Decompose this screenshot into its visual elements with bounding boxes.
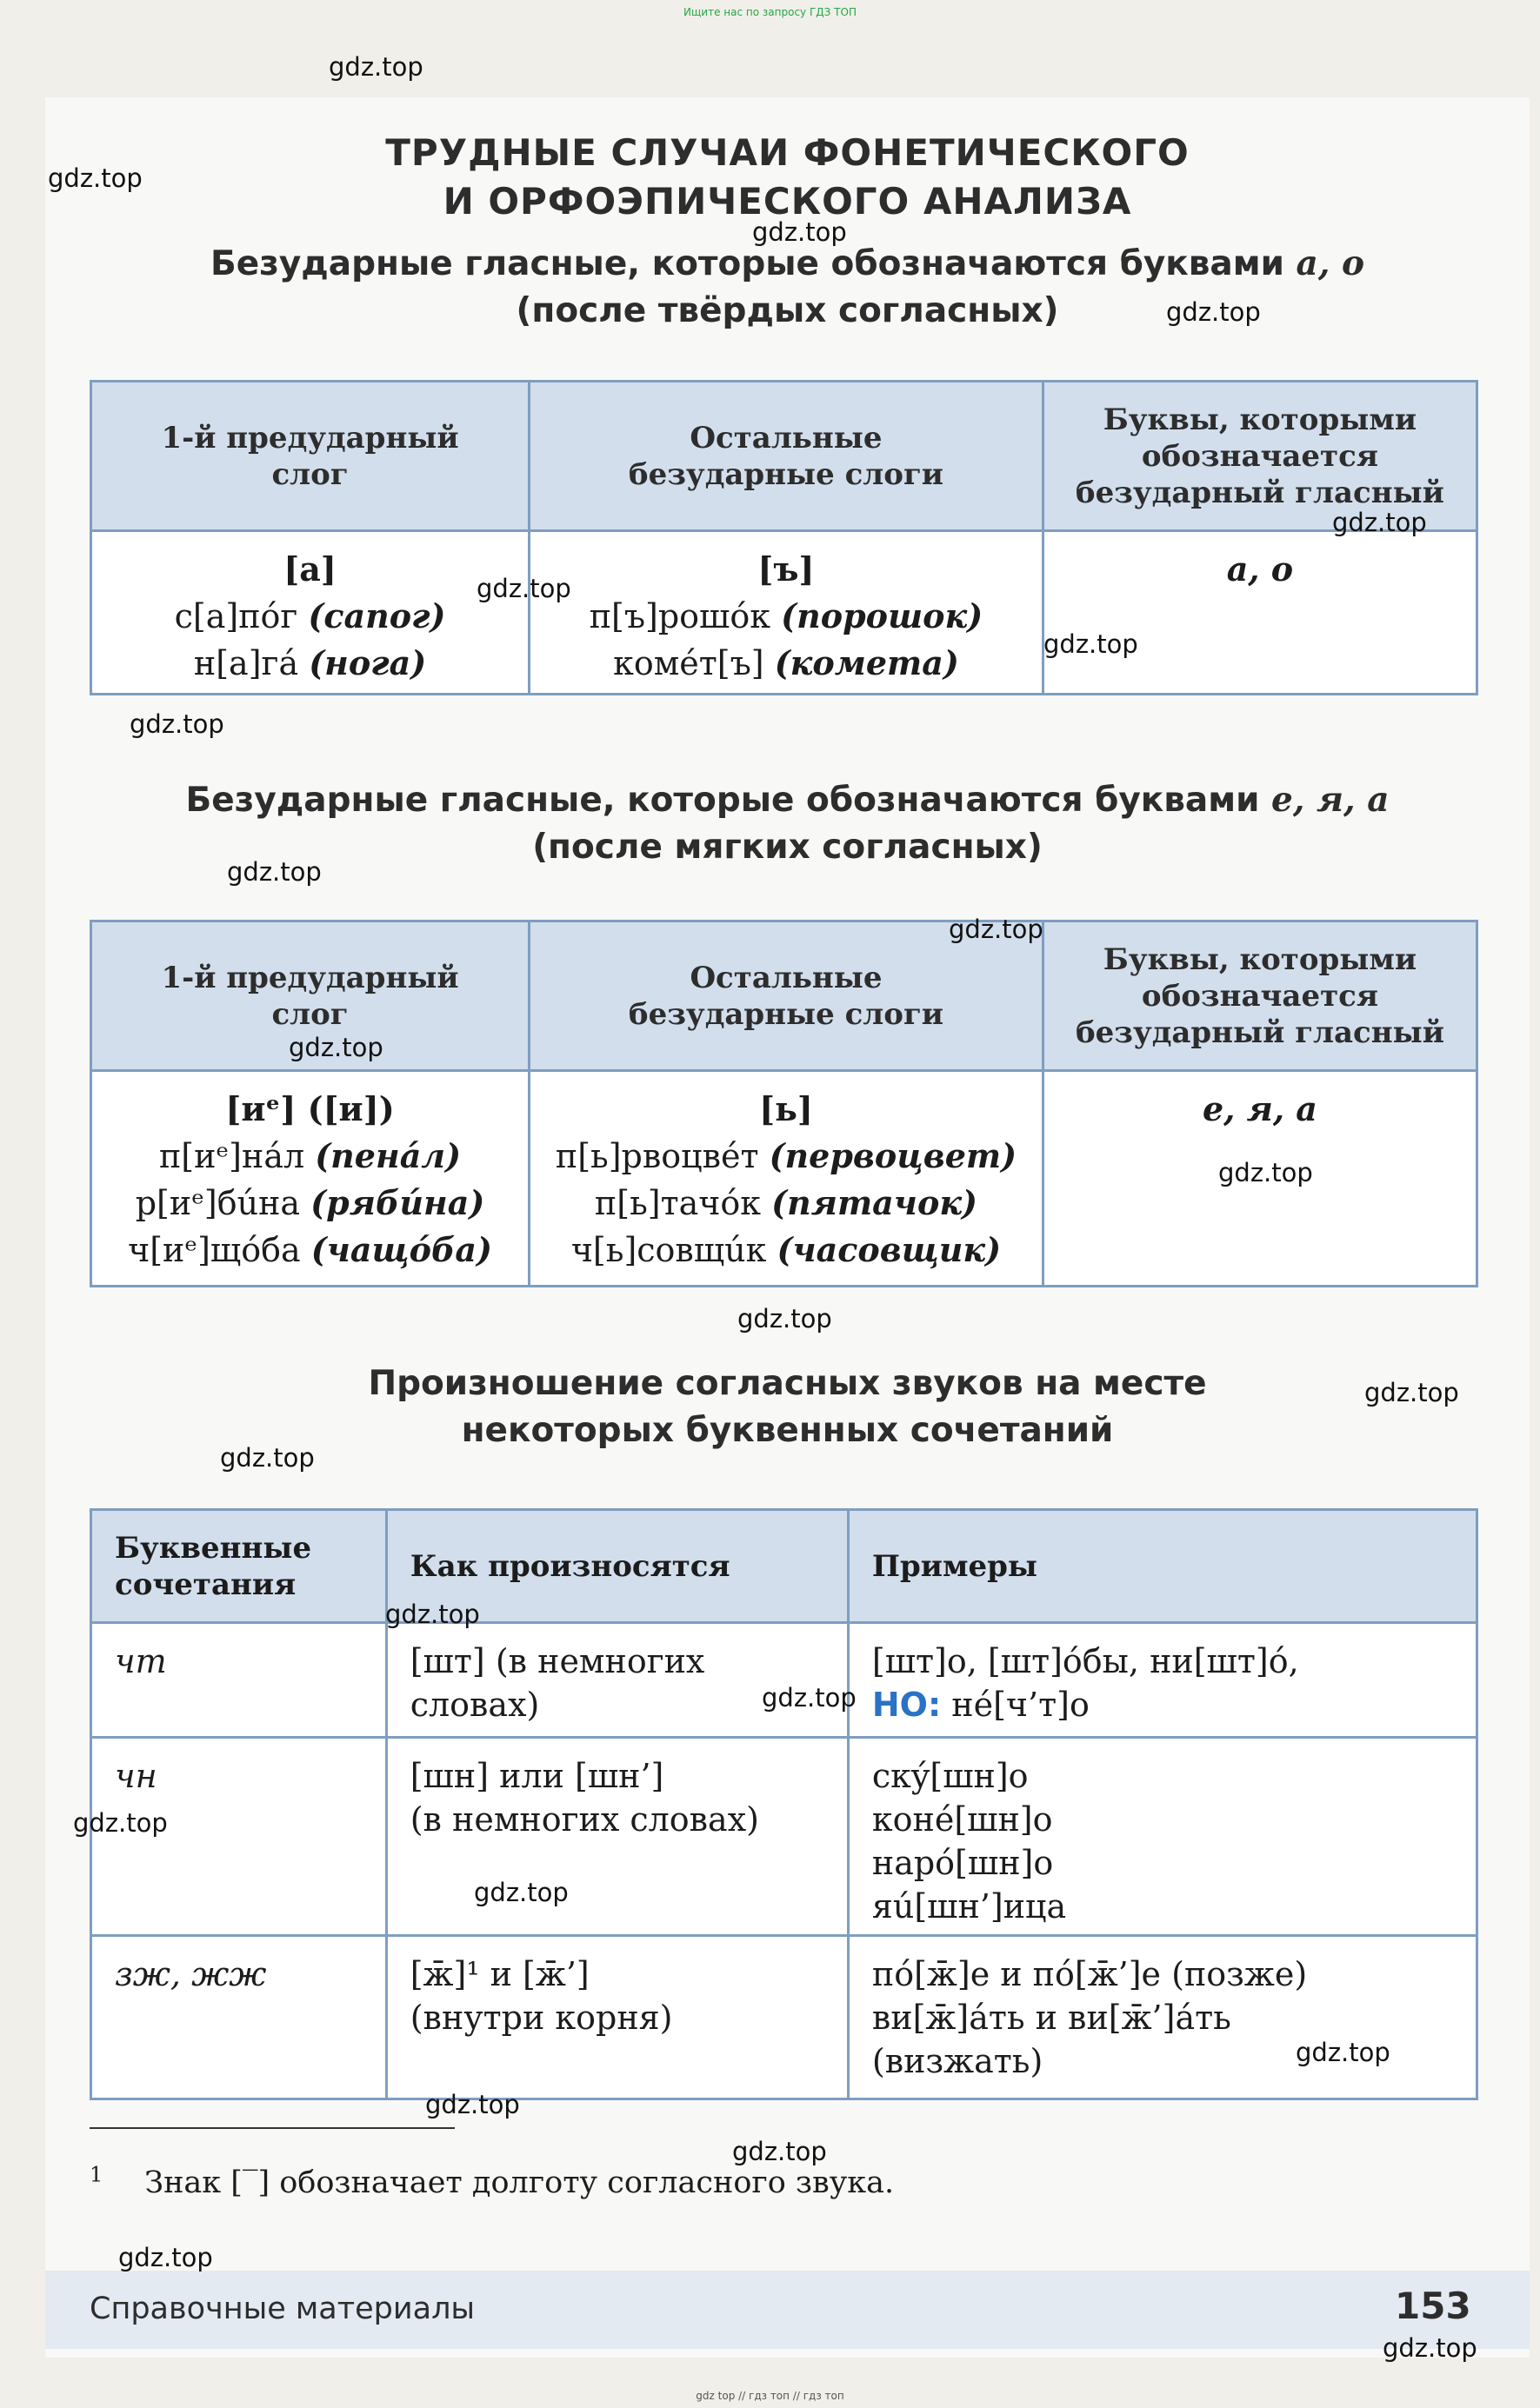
watermark: gdz.top [1218, 1158, 1313, 1187]
watermark: gdz.top [949, 915, 1043, 944]
watermark: gdz.top [329, 52, 423, 82]
header-letters: Буквы, которыми обозначается безударный гласный [1043, 921, 1477, 1071]
cell-letters: а, о [1043, 531, 1477, 695]
cell-pretonic: [а] с[а]пóг (сапог) н[а]гá (нога) [91, 531, 530, 695]
cell-other: [ъ] п[ъ]рошóк (порошок) комéт[ъ] (комета) [530, 531, 1043, 695]
header-letters: Буквы, которыми обозначается безударный гласный [1043, 382, 1477, 531]
page-number: 153 [1395, 2285, 1471, 2327]
top-banner: Ищите нас по запросу ГДЗ ТОП [683, 6, 857, 18]
watermark: gdz.top [73, 1808, 168, 1838]
watermark: gdz.top [289, 1033, 383, 1062]
watermark: gdz.top [1166, 297, 1261, 327]
page-title: ТРУДНЫЕ СЛУЧАИ ФОНЕТИЧЕСКОГО И ОРФОЭПИЧЕСКОГО АНАЛИЗА [385, 131, 1190, 223]
watermark: gdz.top [48, 163, 143, 193]
header-pronunciation: Как произносятся [386, 1510, 848, 1623]
watermark: gdz.top [477, 574, 571, 603]
footnote-divider [90, 2127, 455, 2129]
watermark: gdz.top [1043, 629, 1138, 659]
table-row: чн [шн] или [шн’] (в немногих словах) скý[шн]о конé[шн]о нарó[шн]о яú[шн’]ица [91, 1738, 1477, 1936]
cell-pretonic: [иᵉ] ([и]) п[иᵉ]нáл (пенáл) р[иᵉ]бúна (рябúна) ч[иᵉ]щóба (чащóба) [91, 1071, 530, 1287]
header-pretonic: 1-й предударный слог [91, 921, 530, 1071]
cell-letters: е, я, а [1043, 1071, 1477, 1287]
header-examples: Примеры [848, 1510, 1477, 1623]
table-letter-combinations [90, 1508, 1478, 2100]
footnote: $^1$ Знак [‾] обозначает долготу согласного звука. [90, 2162, 895, 2200]
cell-other: [ь] п[ь]рвоцвéт (первоцвет) п[ь]тачóк (пятачок) ч[ь]совщúк (часовщик) [530, 1071, 1043, 1287]
bottom-banner: gdz top // гдз топ // гдз топ [696, 2390, 844, 2402]
no-label: НО: [871, 1686, 942, 1724]
watermark: gdz.top [130, 709, 224, 739]
section1-title: Безударные гласные, которые обозначаются буквами а, о (после твёрдых согласных) [210, 243, 1364, 330]
table-row: чт [шт] (в немногих словах) [шт]о, [шт]óбы, ни[шт]ó, НО: нé[ч’т]о [91, 1623, 1477, 1738]
table-soft-consonants [90, 920, 1478, 1287]
watermark: gdz.top [227, 857, 322, 887]
header-combinations: Буквенные сочетания [91, 1510, 387, 1623]
watermark: gdz.top [118, 2243, 213, 2272]
watermark: gdz.top [474, 1878, 569, 1907]
table-row: зж, жж [ж̄]¹ и [ж̄’] (внутри корня) пó[ж̄]е и пó[ж̄’]е (позже) ви[ж̄]áть и ви[ж̄’]áть (визжать) [91, 1936, 1477, 2099]
watermark: gdz.top [1296, 2038, 1390, 2067]
watermark: gdz.top [1364, 1378, 1459, 1407]
watermark: gdz.top [385, 1600, 480, 1629]
section3-title: Произношение согласных звуков на месте некоторых буквенных сочетаний [368, 1364, 1207, 1450]
watermark: gdz.top [732, 2137, 827, 2166]
section2-title: Безударные гласные, которые обозначаются буквами е, я, а (после мягких согласных) [185, 780, 1390, 867]
table-hard-consonants [90, 380, 1478, 695]
header-other: Остальные безударные слоги [530, 382, 1043, 531]
watermark: gdz.top [737, 1304, 832, 1334]
header-pretonic: 1-й предударный слог [91, 382, 530, 531]
watermark: gdz.top [220, 1443, 315, 1473]
watermark: gdz.top [752, 217, 847, 247]
watermark: gdz.top [425, 2090, 520, 2119]
watermark: gdz.top [762, 1683, 857, 1713]
footer-section-label: Справочные материалы [90, 2292, 476, 2326]
watermark: gdz.top [1383, 2333, 1477, 2363]
header-other: Остальные безударные слоги [530, 921, 1043, 1071]
watermark: gdz.top [1332, 508, 1427, 537]
